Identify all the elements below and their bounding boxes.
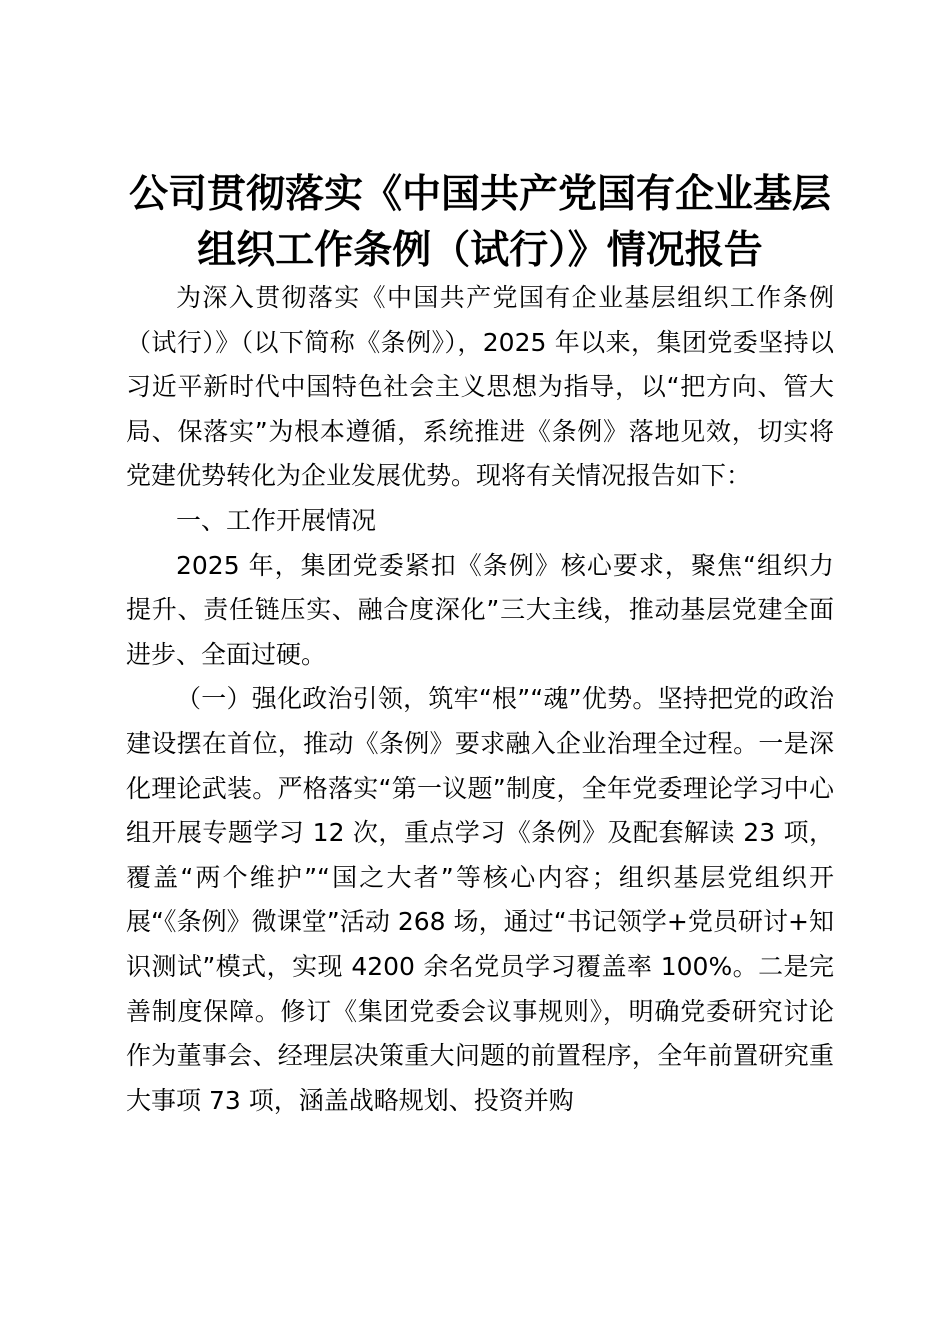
subsection-paragraph: （一）强化政治引领，筑牢“根”“魂”优势。坚持把党的政治建设摆在首位，推动《条例》要求融入企业治理全过程。一是深化理论武装。严格落实“第一议题”制度，全年党委理论学习中心组开展专题学习 12 次，重点学习《条例》及配套解读 23 项，覆盖“两个维护”“国之大者”等核心内容；组织基层党组织开展“《条例》微课堂”活动 268 场，通过“书记领学+党员研讨+知识测试”模式，实现 4200 余名党员学习覆盖率 100%。二是完善制度保障。修订《集团党委会议事规则》，明确党委研究讨论作为董事会、经理层决策重大问题的前置程序，全年前置研究重大事项 73 项，涵盖战略规划、投资并购	[126, 684, 834, 1115]
summary-paragraph: 2025 年，集团党委紧扣《条例》核心要求，聚焦“组织力提升、责任链压实、融合度深化”三大主线，推动基层党建全面进步、全面过硬。	[126, 550, 834, 669]
section-heading: 一、工作开展情况	[176, 505, 377, 535]
document-title: 公司贯彻落实《中国共产党国有企业基层组织工作条例（试行）》情况报告	[128, 171, 831, 273]
intro-paragraph: 为深入贯彻落实《中国共产党国有企业基层组织工作条例（试行）》（以下简称《条例》），2025 年以来，集团党委坚持以习近平新时代中国特色社会主义思想为指导，以“把方向、管大局、保落实”为根本遵循，系统推进《条例》落地见效，切实将党建优势转化为企业发展优势。现将有关情况报告如下：	[126, 283, 834, 491]
document-body	[126, 276, 834, 1123]
